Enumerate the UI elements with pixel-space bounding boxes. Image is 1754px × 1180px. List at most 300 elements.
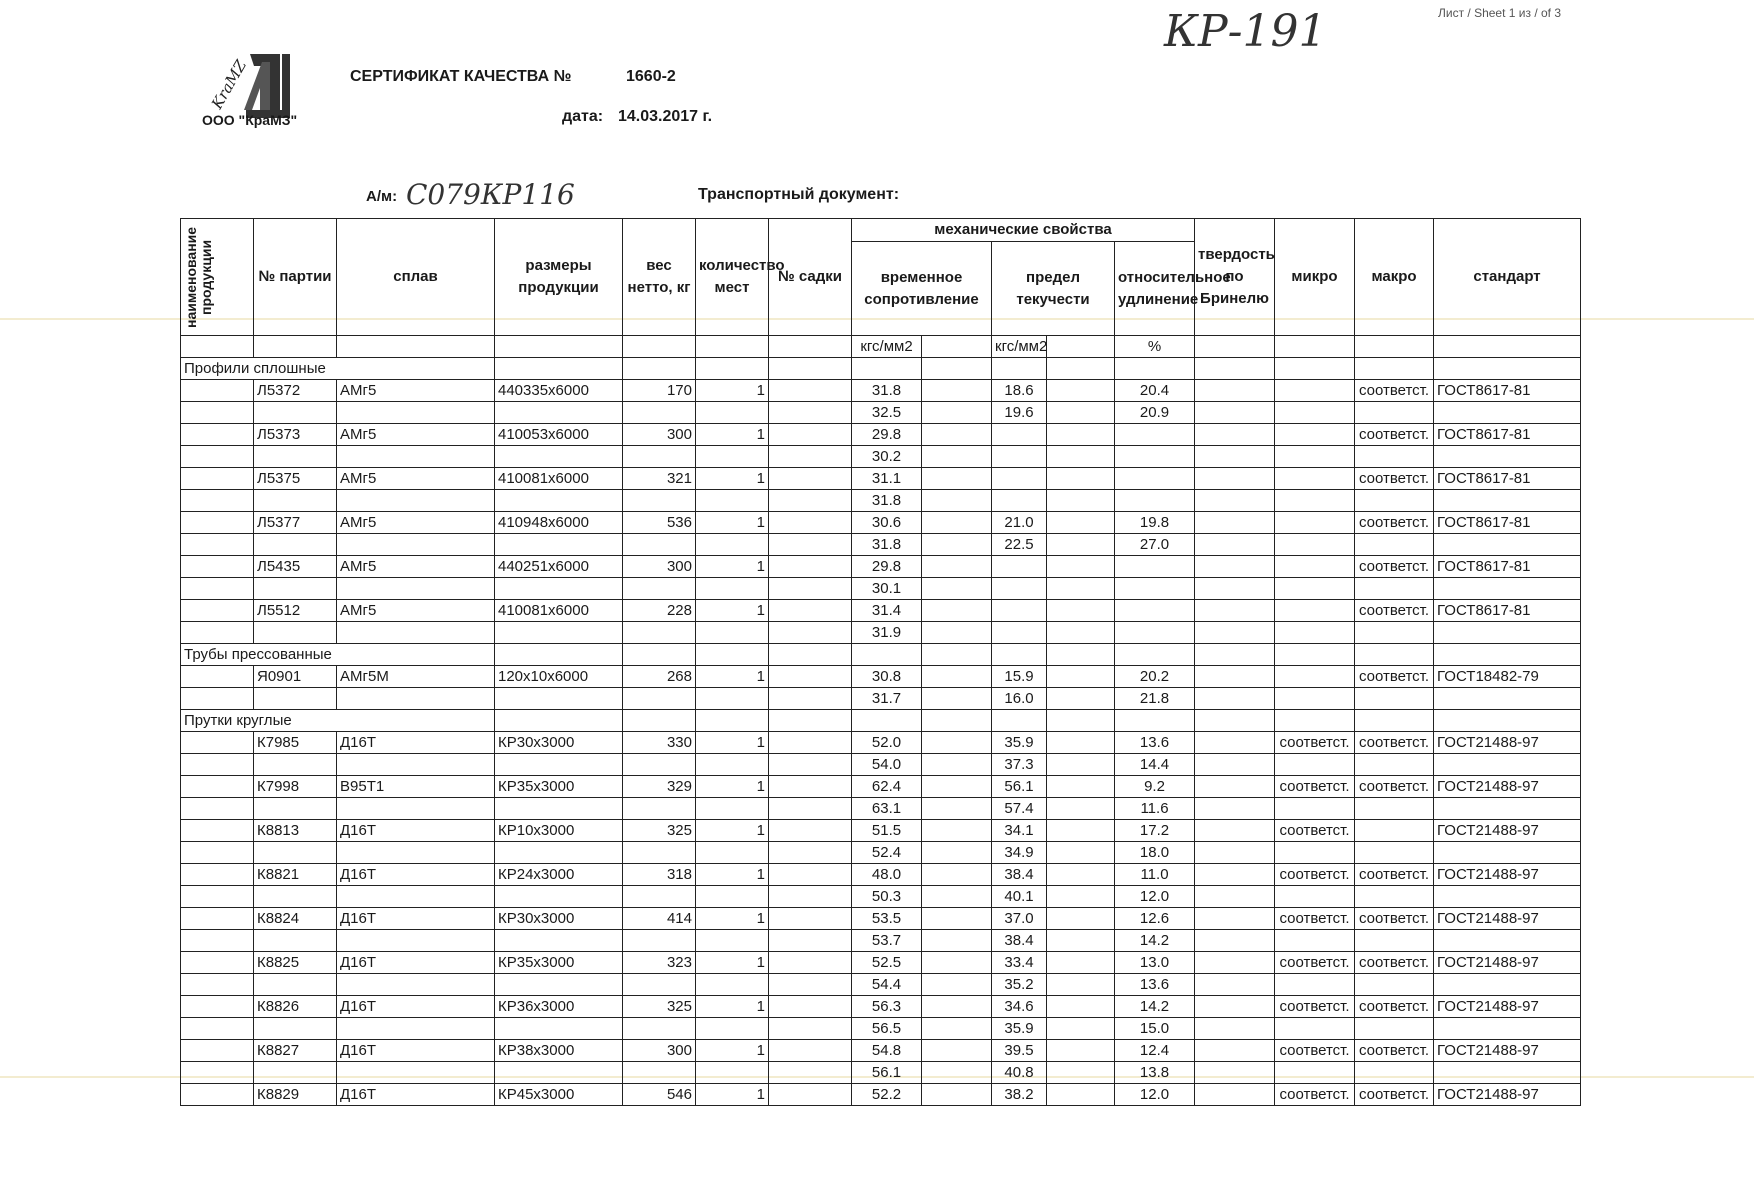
empty-cell — [1355, 644, 1434, 666]
tensile-strength-value: 29.8 — [852, 556, 922, 578]
empty-cell — [1047, 886, 1115, 908]
empty-cell — [1275, 402, 1355, 424]
empty-cell — [1275, 798, 1355, 820]
micro-result: соответст. — [1275, 996, 1355, 1018]
empty-cell — [769, 1084, 852, 1106]
macro-result: соответст. — [1355, 732, 1434, 754]
empty-cell — [181, 380, 254, 402]
tensile-strength-value: 52.2 — [852, 1084, 922, 1106]
empty-cell — [696, 534, 769, 556]
standard: ГОСТ8617-81 — [1434, 380, 1581, 402]
empty-cell — [1275, 754, 1355, 776]
tensile-strength-value: 63.1 — [852, 798, 922, 820]
transport-document-label: Транспортный документ: — [698, 186, 900, 203]
elongation-value: 12.6 — [1115, 908, 1195, 930]
yield-strength-value: 18.6 — [992, 380, 1047, 402]
section-row — [181, 710, 1581, 732]
elongation-value: 11.0 — [1115, 864, 1195, 886]
product-size: КР10х3000 — [495, 820, 623, 842]
standard: ГОСТ8617-81 — [1434, 424, 1581, 446]
elongation-value — [1115, 490, 1195, 512]
empty-cell — [1195, 930, 1275, 952]
product-size: 120х10х6000 — [495, 666, 623, 688]
empty-cell — [769, 424, 852, 446]
empty-cell — [337, 930, 495, 952]
empty-cell — [1047, 820, 1115, 842]
empty-cell — [1047, 842, 1115, 864]
empty-cell — [495, 490, 623, 512]
elongation-value: 13.0 — [1115, 952, 1195, 974]
empty-cell — [922, 534, 992, 556]
alloy: АМг5М — [337, 666, 495, 688]
empty-cell — [1195, 820, 1275, 842]
empty-cell — [495, 622, 623, 644]
empty-cell — [623, 754, 696, 776]
empty-cell — [623, 710, 696, 732]
empty-cell — [1047, 754, 1115, 776]
table-row — [181, 622, 1581, 644]
empty-cell — [181, 556, 254, 578]
empty-cell — [1195, 380, 1275, 402]
empty-cell — [922, 666, 992, 688]
tensile-strength-value: 30.1 — [852, 578, 922, 600]
micro-result: соответст. — [1275, 820, 1355, 842]
empty-cell — [1434, 578, 1581, 600]
empty-cell — [922, 512, 992, 534]
table-row — [181, 512, 1581, 534]
empty-cell — [254, 688, 337, 710]
alloy: Д16Т — [337, 996, 495, 1018]
empty-cell — [922, 644, 992, 666]
yield-strength-value: 21.0 — [992, 512, 1047, 534]
net-weight: 329 — [623, 776, 696, 798]
empty-cell — [623, 446, 696, 468]
alloy: АМг5 — [337, 556, 495, 578]
empty-cell — [623, 534, 696, 556]
empty-cell — [1275, 578, 1355, 600]
empty-cell — [696, 358, 769, 380]
empty-cell — [1355, 688, 1434, 710]
table-row — [181, 842, 1581, 864]
empty-cell — [337, 886, 495, 908]
empty-cell — [254, 1062, 337, 1084]
net-weight: 330 — [623, 732, 696, 754]
product-size: КР30х3000 — [495, 732, 623, 754]
empty-cell — [337, 1062, 495, 1084]
empty-cell — [1047, 688, 1115, 710]
empty-cell — [1047, 1040, 1115, 1062]
table-row — [181, 1018, 1581, 1040]
empty-cell — [769, 798, 852, 820]
macro-result: соответст. — [1355, 776, 1434, 798]
empty-cell — [1195, 666, 1275, 688]
empty-cell — [495, 710, 623, 732]
certificate-date: 14.03.2017 г. — [618, 108, 713, 125]
macro-result: соответст. — [1355, 380, 1434, 402]
empty-cell — [769, 644, 852, 666]
table-row — [181, 952, 1581, 974]
table-row — [181, 886, 1581, 908]
empty-cell — [181, 776, 254, 798]
alloy: АМг5 — [337, 512, 495, 534]
table-row — [181, 688, 1581, 710]
batch-number: К8825 — [254, 952, 337, 974]
empty-cell — [922, 1018, 992, 1040]
empty-cell — [1195, 908, 1275, 930]
empty-cell — [769, 820, 852, 842]
empty-cell — [181, 578, 254, 600]
yield-strength-value: 34.1 — [992, 820, 1047, 842]
empty-cell — [922, 886, 992, 908]
tensile-strength-value: 30.2 — [852, 446, 922, 468]
empty-cell — [1195, 1062, 1275, 1084]
empty-cell — [181, 512, 254, 534]
section-row — [181, 358, 1581, 380]
empty-cell — [1275, 534, 1355, 556]
unit-elongation: % — [1115, 336, 1195, 358]
standard: ГОСТ8617-81 — [1434, 600, 1581, 622]
batch-number: К8813 — [254, 820, 337, 842]
tensile-strength-value: 31.1 — [852, 468, 922, 490]
micro-result — [1275, 468, 1355, 490]
empty-cell — [181, 930, 254, 952]
empty-cell — [696, 754, 769, 776]
empty-cell — [1047, 908, 1115, 930]
empty-cell — [992, 710, 1047, 732]
empty-cell — [769, 952, 852, 974]
table-row — [181, 556, 1581, 578]
empty-cell — [696, 490, 769, 512]
tensile-strength-value: 31.8 — [852, 534, 922, 556]
elongation-value: 17.2 — [1115, 820, 1195, 842]
yield-strength-value: 34.9 — [992, 842, 1047, 864]
places-count: 1 — [696, 732, 769, 754]
batch-number: К8824 — [254, 908, 337, 930]
yield-strength-value: 19.6 — [992, 402, 1047, 424]
empty-cell — [1434, 710, 1581, 732]
empty-cell — [254, 534, 337, 556]
empty-cell — [181, 402, 254, 424]
batch-number: К7985 — [254, 732, 337, 754]
empty-cell — [337, 1018, 495, 1040]
empty-cell — [696, 688, 769, 710]
yield-strength-value: 56.1 — [992, 776, 1047, 798]
empty-cell — [1434, 1062, 1581, 1084]
empty-cell — [623, 1018, 696, 1040]
unit-tensile: кгс/мм2 — [852, 336, 922, 358]
elongation-value: 18.0 — [1115, 842, 1195, 864]
logo-text: KraMZ — [207, 57, 251, 112]
empty-cell — [1434, 644, 1581, 666]
empty-cell — [1047, 468, 1115, 490]
header-tensile: временное сопротивление — [852, 242, 992, 336]
micro-result: соответст. — [1275, 1040, 1355, 1062]
empty-cell — [769, 1062, 852, 1084]
empty-cell — [769, 930, 852, 952]
product-size: 410948х6000 — [495, 512, 623, 534]
places-count: 1 — [696, 424, 769, 446]
empty-cell — [769, 666, 852, 688]
empty-cell — [1195, 1018, 1275, 1040]
empty-cell — [922, 380, 992, 402]
elongation-value: 21.8 — [1115, 688, 1195, 710]
empty-cell — [1047, 864, 1115, 886]
tensile-strength-value: 30.6 — [852, 512, 922, 534]
empty-cell — [337, 798, 495, 820]
product-size: КР38х3000 — [495, 1040, 623, 1062]
product-size: КР45х3000 — [495, 1084, 623, 1106]
empty-cell — [1195, 952, 1275, 974]
empty-cell — [181, 996, 254, 1018]
net-weight: 300 — [623, 556, 696, 578]
elongation-value: 13.6 — [1115, 732, 1195, 754]
table-row — [181, 974, 1581, 996]
date-label: дата: — [562, 108, 604, 125]
empty-cell — [1195, 798, 1275, 820]
empty-cell — [1047, 952, 1115, 974]
tensile-strength-value: 50.3 — [852, 886, 922, 908]
empty-cell — [181, 974, 254, 996]
empty-cell — [922, 358, 992, 380]
empty-cell — [1355, 930, 1434, 952]
empty-cell — [495, 798, 623, 820]
header-weight: вес нетто, кг — [623, 219, 696, 336]
empty-cell — [1195, 754, 1275, 776]
batch-number: К8829 — [254, 1084, 337, 1106]
empty-cell — [495, 402, 623, 424]
elongation-value: 15.0 — [1115, 1018, 1195, 1040]
empty-cell — [337, 688, 495, 710]
tensile-strength-value: 54.8 — [852, 1040, 922, 1062]
net-weight: 268 — [623, 666, 696, 688]
micro-result: соответст. — [1275, 776, 1355, 798]
empty-cell — [696, 842, 769, 864]
company-name: ООО "КраМЗ" — [202, 112, 298, 128]
yield-strength-value: 33.4 — [992, 952, 1047, 974]
places-count: 1 — [696, 600, 769, 622]
product-size: 410081х6000 — [495, 468, 623, 490]
empty-cell — [337, 490, 495, 512]
empty-cell — [1047, 710, 1115, 732]
empty-cell — [922, 600, 992, 622]
net-weight: 536 — [623, 512, 696, 534]
empty-cell — [495, 578, 623, 600]
empty-cell — [254, 842, 337, 864]
empty-cell — [769, 974, 852, 996]
tensile-strength-value: 48.0 — [852, 864, 922, 886]
places-count: 1 — [696, 996, 769, 1018]
empty-cell — [181, 622, 254, 644]
empty-cell — [696, 1018, 769, 1040]
empty-cell — [1195, 468, 1275, 490]
tensile-strength-value: 31.8 — [852, 380, 922, 402]
empty-cell — [1434, 754, 1581, 776]
empty-cell — [623, 622, 696, 644]
table-row — [181, 1062, 1581, 1084]
elongation-value — [1115, 556, 1195, 578]
elongation-value: 19.8 — [1115, 512, 1195, 534]
empty-cell — [181, 468, 254, 490]
table-row — [181, 534, 1581, 556]
elongation-value: 14.4 — [1115, 754, 1195, 776]
table-row — [181, 732, 1581, 754]
empty-cell — [769, 534, 852, 556]
empty-cell — [1047, 974, 1115, 996]
alloy: Д16Т — [337, 908, 495, 930]
net-weight: 325 — [623, 996, 696, 1018]
yield-strength-value — [992, 446, 1047, 468]
empty-cell — [922, 446, 992, 468]
empty-cell — [852, 710, 922, 732]
empty-cell — [852, 644, 922, 666]
empty-cell — [181, 798, 254, 820]
empty-cell — [1047, 644, 1115, 666]
yield-strength-value: 35.9 — [992, 1018, 1047, 1040]
macro-result: соответст. — [1355, 1084, 1434, 1106]
elongation-value: 20.2 — [1115, 666, 1195, 688]
batch-number: Л5375 — [254, 468, 337, 490]
table-row — [181, 930, 1581, 952]
table-row — [181, 380, 1581, 402]
macro-result: соответст. — [1355, 908, 1434, 930]
empty-cell — [495, 644, 623, 666]
empty-cell — [1275, 930, 1355, 952]
elongation-value — [1115, 468, 1195, 490]
empty-cell — [1195, 578, 1275, 600]
empty-cell — [254, 402, 337, 424]
tensile-strength-value: 62.4 — [852, 776, 922, 798]
table-row — [181, 754, 1581, 776]
batch-number: Л5377 — [254, 512, 337, 534]
yield-strength-value: 34.6 — [992, 996, 1047, 1018]
empty-cell — [922, 776, 992, 798]
alloy: В95Т1 — [337, 776, 495, 798]
header-mechanical-properties: механические свойства — [852, 219, 1195, 242]
places-count: 1 — [696, 864, 769, 886]
places-count: 1 — [696, 380, 769, 402]
standard: ГОСТ21488-97 — [1434, 864, 1581, 886]
empty-cell — [1355, 578, 1434, 600]
empty-cell — [922, 490, 992, 512]
alloy: АМг5 — [337, 468, 495, 490]
empty-cell — [181, 534, 254, 556]
batch-number: К8821 — [254, 864, 337, 886]
standard: ГОСТ21488-97 — [1434, 776, 1581, 798]
empty-cell — [1355, 490, 1434, 512]
empty-cell — [1355, 974, 1434, 996]
places-count: 1 — [696, 468, 769, 490]
empty-cell — [922, 1062, 992, 1084]
macro-result: соответст. — [1355, 556, 1434, 578]
empty-cell — [769, 578, 852, 600]
empty-cell — [623, 974, 696, 996]
empty-cell — [769, 776, 852, 798]
micro-result — [1275, 600, 1355, 622]
elongation-value — [1115, 446, 1195, 468]
empty-cell — [495, 842, 623, 864]
header-hardness: твердость по Бринелю — [1195, 219, 1275, 336]
yield-strength-value: 39.5 — [992, 1040, 1047, 1062]
empty-cell — [922, 952, 992, 974]
certificate-table-body — [181, 358, 1581, 1106]
standard: ГОСТ21488-97 — [1434, 732, 1581, 754]
product-size: 440251х6000 — [495, 556, 623, 578]
section-title: Профили сплошные — [181, 358, 495, 380]
empty-cell — [696, 578, 769, 600]
tensile-strength-value: 56.1 — [852, 1062, 922, 1084]
empty-cell — [254, 578, 337, 600]
empty-cell — [922, 754, 992, 776]
places-count: 1 — [696, 908, 769, 930]
empty-cell — [181, 1084, 254, 1106]
places-count: 1 — [696, 1084, 769, 1106]
empty-cell — [181, 1062, 254, 1084]
empty-cell — [1115, 710, 1195, 732]
empty-cell — [1434, 446, 1581, 468]
empty-cell — [1275, 688, 1355, 710]
empty-cell — [769, 556, 852, 578]
yield-strength-value: 40.8 — [992, 1062, 1047, 1084]
empty-cell — [337, 622, 495, 644]
empty-cell — [1275, 886, 1355, 908]
header-name: наименование продукции — [181, 219, 254, 336]
net-weight: 325 — [623, 820, 696, 842]
tensile-strength-value: 31.8 — [852, 490, 922, 512]
table-row — [181, 1084, 1581, 1106]
empty-cell — [495, 886, 623, 908]
macro-result — [1355, 820, 1434, 842]
alloy: Д16Т — [337, 864, 495, 886]
batch-number: К8827 — [254, 1040, 337, 1062]
empty-cell — [495, 754, 623, 776]
empty-cell — [1195, 732, 1275, 754]
empty-cell — [337, 534, 495, 556]
empty-cell — [696, 622, 769, 644]
empty-cell — [1195, 710, 1275, 732]
macro-result: соответст. — [1355, 864, 1434, 886]
header-elongation: относительное удлинение — [1115, 242, 1195, 336]
empty-cell — [922, 996, 992, 1018]
empty-cell — [696, 710, 769, 732]
product-size: КР24х3000 — [495, 864, 623, 886]
elongation-value: 9.2 — [1115, 776, 1195, 798]
empty-cell — [769, 358, 852, 380]
standard: ГОСТ21488-97 — [1434, 1084, 1581, 1106]
empty-cell — [1047, 380, 1115, 402]
empty-cell — [922, 908, 992, 930]
yield-strength-value — [992, 578, 1047, 600]
standard: ГОСТ21488-97 — [1434, 1040, 1581, 1062]
empty-cell — [769, 600, 852, 622]
empty-cell — [922, 578, 992, 600]
table-row — [181, 776, 1581, 798]
standard: ГОСТ8617-81 — [1434, 512, 1581, 534]
empty-cell — [1195, 776, 1275, 798]
handwritten-reference: КР-191 — [1164, 6, 1327, 57]
empty-cell — [1195, 512, 1275, 534]
elongation-value: 14.2 — [1115, 996, 1195, 1018]
empty-cell — [769, 864, 852, 886]
empty-cell — [181, 908, 254, 930]
empty-cell — [623, 490, 696, 512]
yield-strength-value — [992, 600, 1047, 622]
tensile-strength-value: 56.3 — [852, 996, 922, 1018]
batch-number: К7998 — [254, 776, 337, 798]
yield-strength-value: 35.2 — [992, 974, 1047, 996]
empty-cell — [1195, 622, 1275, 644]
elongation-value: 14.2 — [1115, 930, 1195, 952]
empty-cell — [769, 754, 852, 776]
